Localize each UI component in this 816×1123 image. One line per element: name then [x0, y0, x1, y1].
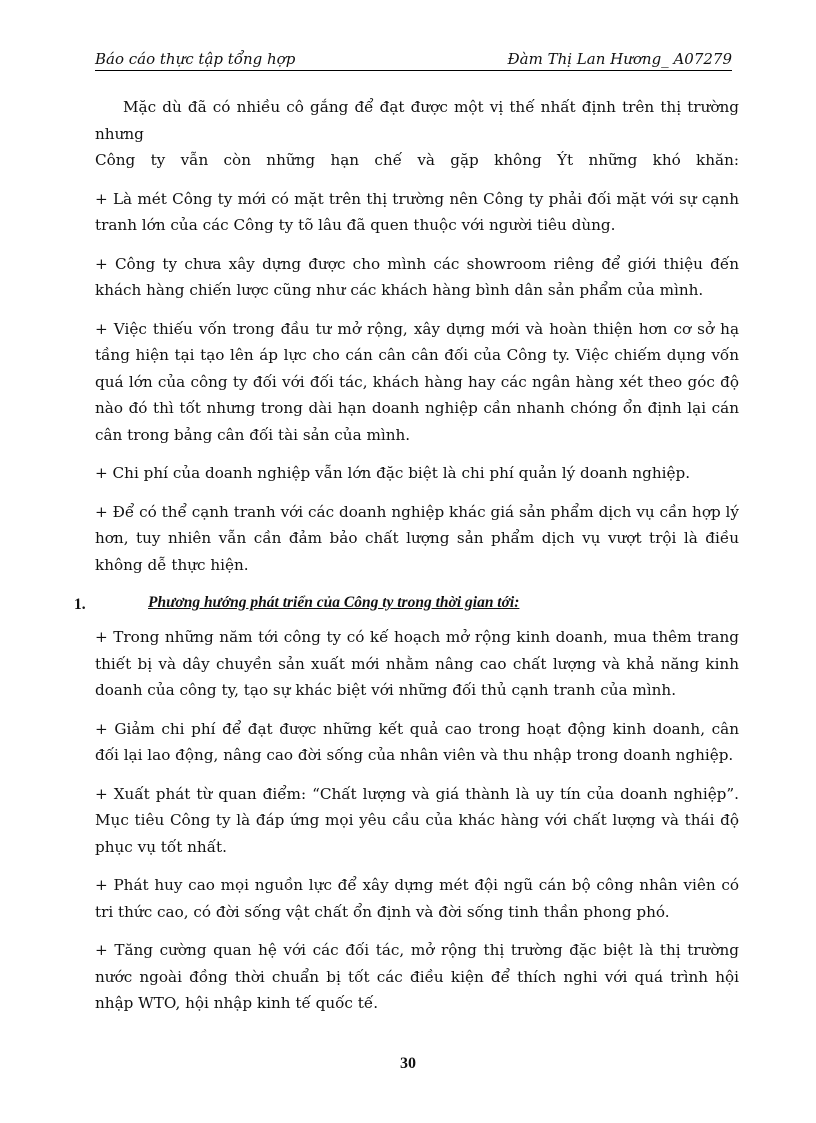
difficulty-paragraph: + Là mét Công ty mới có mặt trên thị trường nên Công ty phải đối mặt với sự cạnh tranh lớn của các Công ty tõ lâu đã quen thuộc với người tiêu dùng. — [95, 189, 739, 234]
body-text — [74, 94, 739, 1029]
header-report-title: Báo cáo thực tập tổng hợp — [95, 50, 296, 68]
direction-paragraph: + Tăng cường quan hệ với các đối tác, mở rộng thị trường đặc biệt là thị trường nước ngoài đồng thời chuẩn bị tốt các điều kiện để thích nghi với quá trình hội nhập WTO, hội nhập kinh tế quốc tế. — [95, 941, 739, 1012]
difficulty-paragraph: + Để có thể cạnh tranh với các doanh nghiệp khác giá sản phẩm dịch vụ cần hợp lý hơn, tuy nhiên vẫn cần đảm bảo chất lượng sản phẩm dịch vụ vượt trội là điều không dễ thực hiện. — [95, 502, 739, 574]
section-heading — [74, 590, 739, 616]
direction-paragraph: + Phát huy cao mọi nguồn lực để xây dựng mét đội ngũ cán bộ công nhân viên có tri thức cao, có đời sống vật chất ổn định và đời sống tinh thần phong phó. — [95, 876, 739, 921]
difficulty-paragraph: + Việc thiếu vốn trong đầu tư mở rộng, xây dựng mới và hoàn thiện hơn cơ sở hạ tầng hiện tại tạo lên áp lực cho cán cân cân đối của Công ty. Việc chiếm dụng vốn quá lớn của công ty đối với đối tác, khách hàng hay các ngân hàng xét theo góc độ nào đó thì tốt nhưng trong dài hạn doanh nghiệp cần nhanh chóng ổn định lại cán cân trong bảng cân đối tài sản của mình. — [95, 319, 739, 444]
section-number: 1. — [74, 596, 86, 613]
intro-line-1: Mặc dù đã có nhiều cô gắng để đạt được một vị thế nhất định trên thị trường nhưng — [95, 98, 739, 143]
direction-paragraph: + Trong những năm tới công ty có kế hoạch mở rộng kinh doanh, mua thêm trang thiết bị và dây chuyền sản xuất mới nhằm nâng cao chất lượng và khả năng kinh doanh của công ty, tạo sự khác biệt với những đối thủ cạnh tranh của mình. — [95, 628, 739, 699]
running-header — [95, 48, 732, 71]
section-title: Phương hướng phát triển của Công ty trong thời gian tới: — [148, 594, 520, 611]
difficulty-paragraph: + Chi phí của doanh nghiệp vẫn lớn đặc biệt là chi phí quản lý doanh nghiệp. — [95, 464, 691, 482]
intro-paragraph — [95, 94, 739, 174]
page-number: 30 — [400, 1055, 416, 1072]
direction-paragraph: + Xuất phát từ quan điểm: “Chất lượng và giá thành là uy tín của doanh nghiệp”. Mục tiêu Công ty là đáp ứng mọi yêu cầu của khác hàng với chất lượng và thái độ phục vụ tốt nhất. — [95, 784, 739, 856]
difficulty-paragraph: + Công ty chưa xây dựng được cho mình các showroom riêng để giới thiệu đến khách hàng chiến lược cũng như các khách hàng bình dân sản phẩm của mình. — [95, 254, 739, 299]
intro-line-2: Công ty vẫn còn những hạn chế và gặp không Ýt những khó khăn: — [95, 151, 739, 169]
direction-paragraph: + Giảm chi phí để đạt được những kết quả cao trong hoạt động kinh doanh, cân đối lại lao động, nâng cao đời sống của nhân viên và thu nhập trong doanh nghiệp. — [95, 719, 739, 764]
header-author: Đàm Thị Lan Hương_ A07279 — [507, 50, 732, 68]
